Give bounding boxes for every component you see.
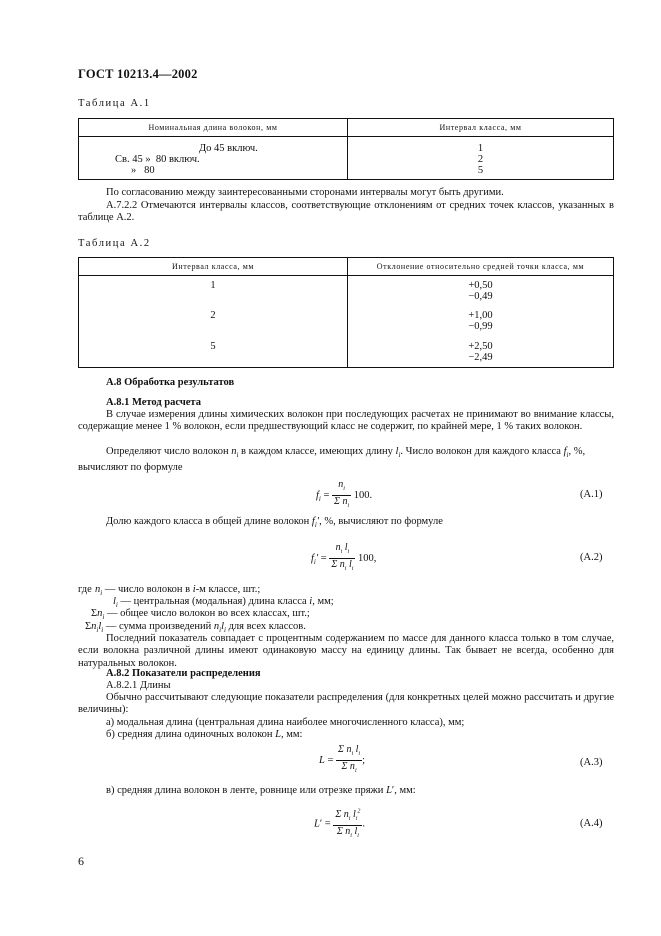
legend-line: $l_i$ — центральная (модальная) длина класса i, мм; [113,596,334,610]
table2-deviation-plus: +2,50 [468,341,493,352]
paragraph-method: В случае измерения длины химических волокон при последующих расчетах не принимают во внимание классы, содержащие менее 1 % волокон, если предшествующий класс не содержит, по крайней мере, 1 % таких волокон. [78,409,614,433]
paragraph-last-indicator: Последний показатель совпадает с процентным содержанием по массе для данного класса только в том случае, если волокна различной длины имеют одинаковую массу на единицу длины. Так бывает не всегда, особенно для натуральных волокон. [78,633,614,669]
table2-deviation-plus: +1,00 [468,310,493,321]
equation-label-a2: (А.2) [580,552,603,563]
equation-a3: L = $\frac{\Sigma n_i l_i}{\Sigma n_i}$ ; [319,744,366,774]
table2-caption: Таблица А.2 [78,238,151,249]
table1-col-length: Номинальная длина волокон, мм [79,119,348,137]
equation-label-a1: (А.1) [580,489,603,500]
table1-length-line: До 45 включ. [199,143,258,154]
list-item-a: а) модальная длина (центральная длина наиболее многочисленного класса), мм; [106,717,465,728]
page-number: 6 [78,854,84,868]
section-a81-title: А.8.1 Метод расчета [106,397,201,408]
paragraph-share: Долю каждого класса в общей длине волокон $f_i'$, %, вычисляют по формуле [106,516,443,530]
table2-deviation-plus: +0,50 [468,280,493,291]
section-a82-title: А.8.2 Показатели распределения [106,668,261,679]
equation-label-a4: (А.4) [580,818,603,829]
section-a8-title: А.8 Обработка результатов [106,377,235,388]
table1-col-interval: Интервал класса, мм [348,119,614,137]
table2-deviation-minus: −0,49 [468,291,493,302]
table2-col-deviation: Отклонение относительно средней точки класса, мм [348,258,614,276]
equation-a1: $f_i$ = $\frac{n_i}{\Sigma n_i}$ 100. [316,479,373,509]
section-a821-title: А.8.2.1 Длины [106,680,171,691]
table1-interval-cell [348,137,613,176]
legend-where: где [78,584,92,595]
legend-line: $\Sigma n_il_i$ — сумма произведений $n_il_i$ для всех классов. [85,621,306,635]
table2-col-interval: Интервал класса, мм [79,258,348,276]
table1-interval-line: 1 [477,143,484,154]
table2-interval-value: 2 [210,310,216,321]
table2-interval-value: 1 [210,280,216,291]
list-item-c: в) средняя длина волокон в ленте, ровнице или отрезке пряжи L′, мм: [106,785,416,796]
equation-a2: $f_i'$ = $\frac{n_i l_i}{\Sigma n_i l_i}$ 100, [311,542,377,572]
table1-length-line: » 80 [131,165,155,176]
table-a1 [78,118,614,180]
table1-caption: Таблица А.1 [78,98,151,109]
table1-interval-line: 5 [477,165,484,176]
table1-length-cell [79,137,347,176]
list-item-b: б) средняя длина одиночных волокон L, мм: [106,729,303,740]
document-header: ГОСТ 10213.4—2002 [78,67,198,81]
table2-deviation-minus: −0,99 [468,321,493,332]
table1-length-line: Св. 45 » 80 включ. [115,154,200,165]
table-a2 [78,257,614,368]
table1-interval-line: 2 [477,154,484,165]
paragraph-a722: А.7.2.2 Отмечаются интервалы классов, соответствующие отклонениям от средних точек классов, указанных в таблице А.2. [78,200,614,224]
table-row [79,276,614,307]
equation-a4: L′ = $\frac{\Sigma n_i l_i^2}{\Sigma n_i l_i}$ . [314,809,366,840]
legend-line: $\Sigma n_i$ — общее число волокон во всех классах, шт.; [91,608,310,622]
legend-line: $n_i$ — число волокон в i-м классе, шт.; [95,584,261,598]
paragraph-agreement: По согласованию между заинтересованными сторонами интервалы могут быть другими. [106,187,504,198]
table2-interval-value: 5 [210,341,216,352]
table-row [79,306,614,337]
table2-deviation-minus: −2,49 [468,352,493,363]
paragraph-distribution: Обычно рассчитывают следующие показатели распределения (для конкретных целей можно рассчитать и другие величины): [78,692,614,716]
table-row [79,337,614,368]
equation-label-a3: (А.3) [580,757,603,768]
paragraph-count: Определяют число волокон $n_i$ в каждом классе, имеющих длину $l_i$. Число волокон для каждого класса $f_i$, %, вычисляют по формуле [78,446,586,473]
